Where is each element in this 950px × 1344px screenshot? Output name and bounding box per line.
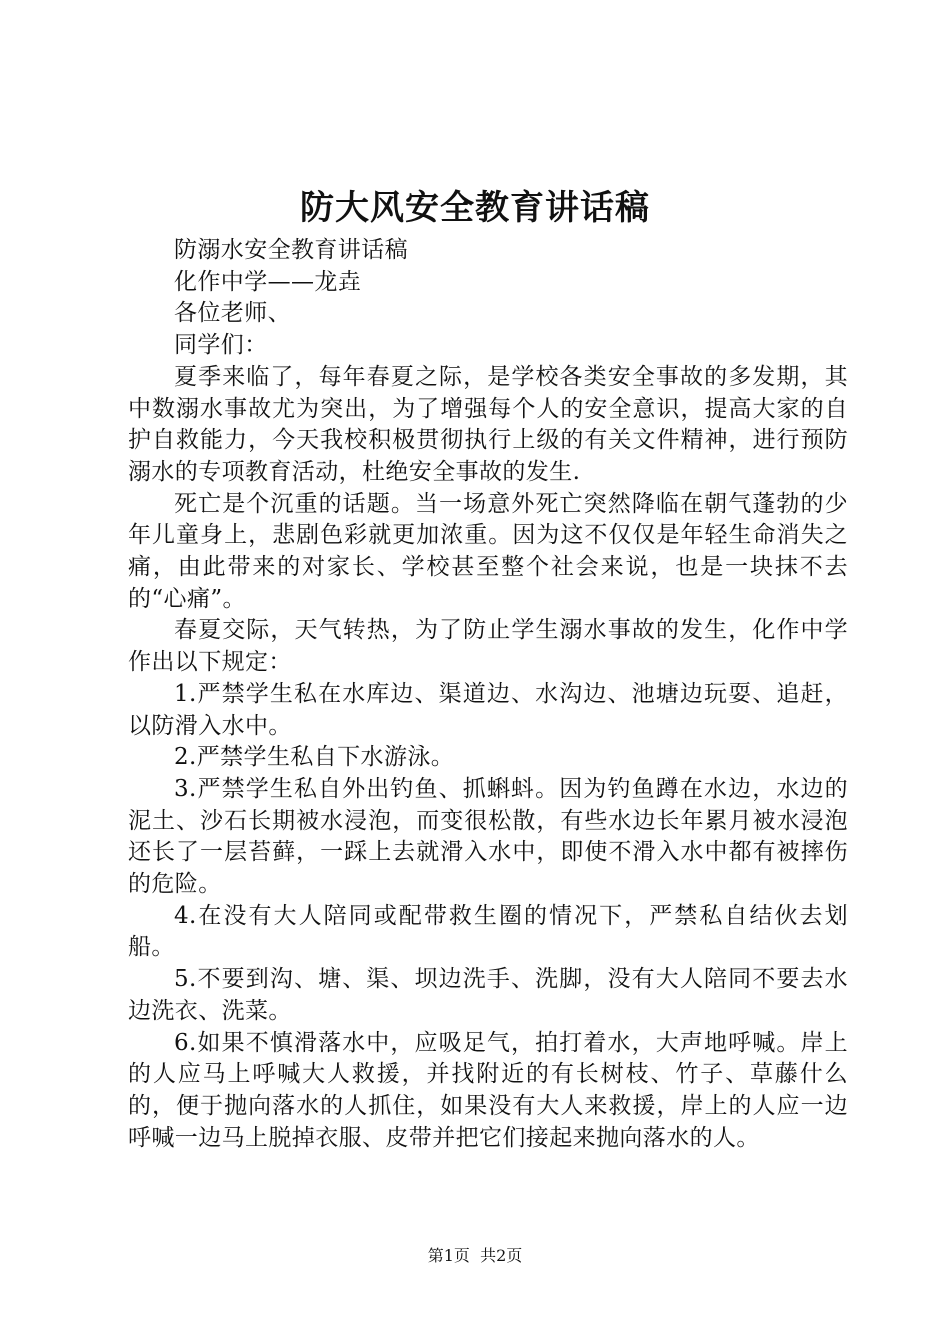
intro-paragraph: 夏季来临了，每年春夏之际，是学校各类安全事故的多发期，其中数溺水事故尤为突出，为了增强每个人的安全意识，提高大家的自护自救能力，今天我校积极贯彻执行上级的有关文件精神，进行预防溺水的专项教育活动，杜绝安全事故的发生. bbox=[128, 363, 848, 485]
rule-item-2: 2.严禁学生私自下水游泳。 bbox=[174, 744, 455, 771]
salutation-students: 同学们： bbox=[174, 332, 268, 359]
rules-intro-paragraph: 春夏交际，天气转热，为了防止学生溺水事故的发生，化作中学作出以下规定： bbox=[128, 617, 848, 676]
salutation-teachers: 各位老师、 bbox=[174, 300, 291, 327]
subtitle-paragraph: 防溺水安全教育讲话稿 bbox=[174, 237, 408, 263]
page-total: 共2页 bbox=[480, 1246, 523, 1265]
rule-item-6: 6.如果不慎滑落水中，应吸足气，拍打着水，大声地呼喊。岸上的人应马上呼喊大人救援，并找附近的有长树枝、竹子、草藤什么的，便于抛向落水的人抓住，如果没有大人来救援，岸上的人应一边呼喊一边马上脱掉衣服、皮带并把它们接起来抛向落水的人。 bbox=[128, 1029, 848, 1151]
document-body bbox=[128, 235, 848, 1154]
rule-item-5: 5.不要到沟、塘、渠、坝边洗手、洗脚，没有大人陪同不要去水边洗衣、洗菜。 bbox=[128, 966, 848, 1024]
page-footer bbox=[0, 1246, 950, 1266]
author-paragraph: 化作中学——龙垚 bbox=[174, 268, 362, 295]
rule-item-1: 1.严禁学生私在水库边、渠道边、水沟边、池塘边玩耍、追赶，以防滑入水中。 bbox=[128, 680, 848, 739]
body-paragraph: 死亡是个沉重的话题。当一场意外死亡突然降临在朝气蓬勃的少年儿童身上，悲剧色彩就更加浓重。因为这不仅仅是年轻生命消失之痛，由此带来的对家长、学校甚至整个社会来说，也是一块抹不去的“心痛”。 bbox=[128, 490, 848, 612]
page-number: 第1页 bbox=[427, 1246, 470, 1265]
rule-item-3: 3.严禁学生私自外出钓鱼、抓蝌蚪。因为钓鱼蹲在水边，水边的泥土、沙石长期被水浸泡，而变很松散，有些水边长年累月被水浸泡还长了一层苔藓，一踩上去就滑入水中，即使不滑入水中都有被摔伤的危险。 bbox=[128, 775, 848, 898]
page-title: 防大风安全教育讲话稿 bbox=[300, 188, 650, 228]
rule-item-4: 4.在没有大人陪同或配带救生圈的情况下，严禁私自结伙去划船。 bbox=[128, 902, 848, 961]
